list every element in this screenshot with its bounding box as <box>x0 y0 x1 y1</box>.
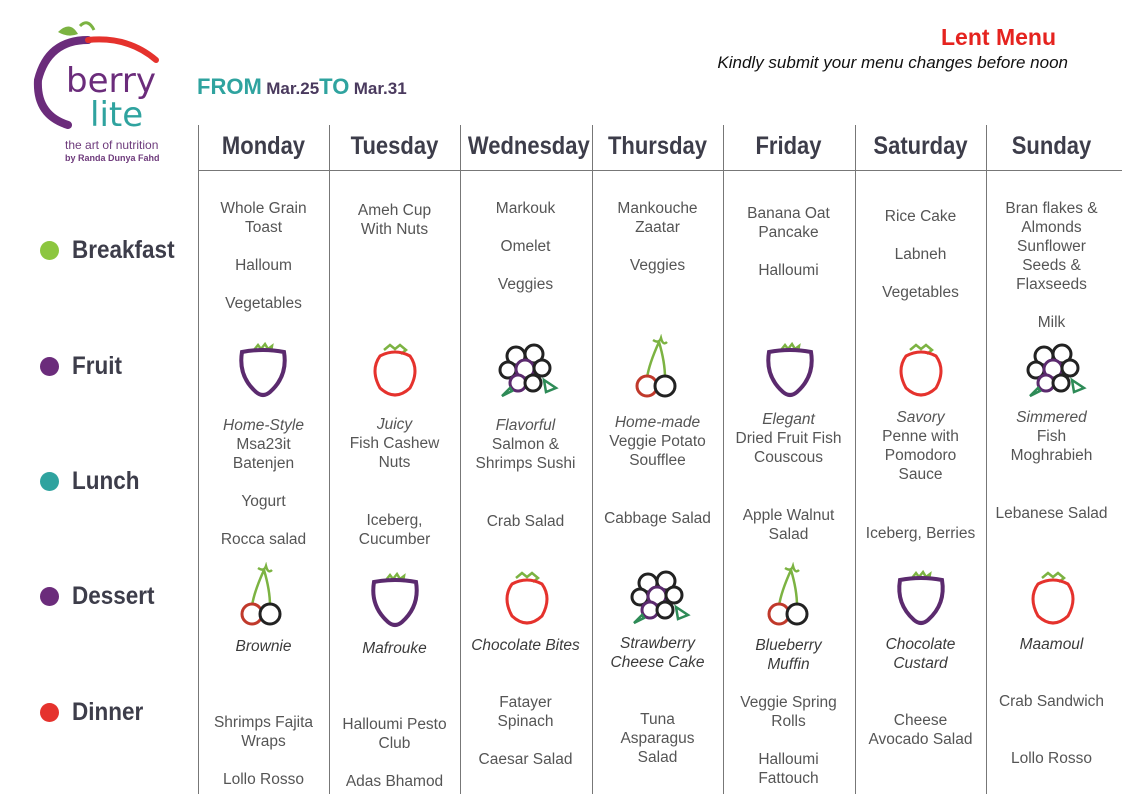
item: Zaatar <box>635 219 680 236</box>
header-divider <box>198 170 1122 171</box>
item: Halloumi <box>758 262 819 279</box>
breakfast-cell <box>198 199 329 313</box>
dish-name: Penne with <box>882 428 959 445</box>
dish-name: Batenjen <box>232 455 295 472</box>
item: Iceberg, <box>366 512 423 529</box>
lunch-side-cell <box>460 512 591 531</box>
dessert-name: Brownie <box>235 638 292 655</box>
item: Cabbage Salad <box>604 510 711 527</box>
fig-icon <box>362 568 428 634</box>
lunch-side-cell <box>592 509 723 528</box>
dinner-cell <box>723 693 854 788</box>
day-header-saturday: Saturday <box>873 132 968 160</box>
lunch-dish-cell <box>460 416 591 473</box>
day-header-sunday: Sunday <box>1011 132 1092 160</box>
meal-label: Fruit <box>72 352 122 380</box>
item: Crab Sandwich <box>998 693 1105 710</box>
day-header-tuesday: Tuesday <box>350 132 439 160</box>
item <box>986 294 1117 313</box>
from-label: FROM <box>197 74 262 99</box>
item <box>198 511 329 530</box>
item: Veggies <box>497 276 554 293</box>
dessert-name: Muffin <box>767 656 810 673</box>
cherry-icon <box>625 334 691 400</box>
lunch-dish-cell <box>592 413 723 470</box>
fruit-dot <box>40 357 59 376</box>
item <box>855 226 986 245</box>
dessert-name: Maamoul <box>1019 636 1084 653</box>
item: Lollo Rosso <box>223 771 304 788</box>
dish-adjective: Juicy <box>376 416 413 433</box>
item: Halloumi Pesto <box>342 716 447 733</box>
dish-name: Fish Cashew <box>349 435 440 452</box>
item <box>986 711 1117 730</box>
to-label: TO <box>319 74 350 99</box>
item <box>198 237 329 256</box>
dessert-cell <box>198 637 329 656</box>
dessert-name: Chocolate <box>885 636 956 653</box>
item: Caesar Salad <box>478 751 573 768</box>
item: Milk <box>1037 314 1066 331</box>
dish-name: Nuts <box>378 454 411 471</box>
item: Almonds <box>1021 219 1082 236</box>
item: Markouk <box>495 200 556 217</box>
fig-icon <box>757 338 823 404</box>
lunch-dish-cell <box>855 408 986 484</box>
dessert-cell <box>855 635 986 673</box>
logo-word-lite: lite <box>90 95 144 135</box>
breakfast-cell <box>592 199 723 275</box>
dessert-dot <box>40 587 59 606</box>
dish-adjective: Savory <box>896 409 945 426</box>
item: Wraps <box>241 733 286 750</box>
page-subtitle: Kindly submit your menu changes before noon <box>717 53 1068 72</box>
grapes-icon <box>1022 336 1088 402</box>
dessert-name: Chocolate Bites <box>471 637 580 654</box>
item: Rolls <box>771 713 806 730</box>
item: Ameh Cup <box>357 202 432 219</box>
dish-name: Dried Fruit Fish <box>735 430 842 447</box>
item: Adas Bhamod <box>345 773 444 790</box>
item: Vegetables <box>225 295 302 312</box>
dish-name: Salmon & <box>491 436 560 453</box>
dish-name: Pomodoro <box>884 447 957 464</box>
lunch-dot <box>40 472 59 491</box>
lunch-side-cell <box>723 506 854 544</box>
meal-label: Breakfast <box>72 236 175 264</box>
grapes-icon <box>494 336 560 402</box>
lunch-dish-cell <box>198 416 329 473</box>
item: Flaxseeds <box>1016 276 1087 293</box>
item: Whole Grain <box>220 200 307 217</box>
dish-adjective: Simmered <box>1016 409 1087 426</box>
logo-tagline: the art of nutrition <box>65 138 159 152</box>
item: Pancake <box>758 224 819 241</box>
item: Seeds & <box>1022 257 1081 274</box>
item: Omelet <box>500 238 551 255</box>
date-range <box>197 74 407 100</box>
day-header-monday: Monday <box>221 132 306 160</box>
meal-dessert <box>40 582 164 611</box>
item: Avocado Salad <box>868 731 973 748</box>
grapes-icon <box>626 563 692 629</box>
dessert-name: Blueberry <box>755 637 822 654</box>
meal-breakfast <box>40 236 186 265</box>
lunch-side-cell <box>329 511 460 549</box>
fig-icon <box>888 566 954 632</box>
cherry-icon <box>757 562 823 628</box>
item: Cucumber <box>358 531 431 548</box>
item: Veggie Spring <box>740 694 837 711</box>
dish-name: Shrimps Sushi <box>475 455 576 472</box>
day-header-wednesday: Wednesday <box>467 132 590 160</box>
lunch-side-cell <box>986 504 1117 523</box>
dinner-cell <box>460 693 591 769</box>
item <box>198 275 329 294</box>
item: Labneh <box>894 246 947 263</box>
dinner-cell <box>592 710 723 767</box>
dessert-cell <box>329 639 460 658</box>
item: Spinach <box>497 713 554 730</box>
item: Iceberg, Berries <box>865 525 976 542</box>
dish-name: Msa23it <box>236 436 291 453</box>
item: Salad <box>637 749 678 766</box>
page-title: Lent Menu <box>941 24 1056 50</box>
dinner-cell <box>855 711 986 749</box>
item: Salad <box>768 526 809 543</box>
item: Cheese <box>893 712 948 729</box>
strawberry-icon <box>888 338 954 404</box>
dessert-name: Cheese Cake <box>610 654 705 671</box>
dessert-name: Mafrouke <box>362 640 427 657</box>
cherry-icon <box>230 562 296 628</box>
item <box>460 731 591 750</box>
item: Shrimps Fajita <box>213 714 314 731</box>
dish-name: Couscous <box>754 449 823 466</box>
from-date: Mar.25 <box>266 79 320 98</box>
item: Apple Walnut <box>742 507 835 524</box>
lunch-dish-cell <box>329 415 460 472</box>
meal-label: Dinner <box>72 698 144 726</box>
lunch-side-cell <box>855 524 986 543</box>
item: Yogurt <box>241 493 286 510</box>
item: Vegetables <box>882 284 959 301</box>
strawberry-icon <box>494 566 560 632</box>
dinner-cell <box>198 713 329 789</box>
item: Sunflower <box>1017 238 1086 255</box>
day-header-thursday: Thursday <box>607 132 708 160</box>
item: Veggies <box>629 257 686 274</box>
dinner-cell <box>329 715 460 791</box>
meal-label: Dessert <box>72 582 155 610</box>
item: Halloum <box>235 257 292 274</box>
dish-adjective: Flavorful <box>495 417 556 434</box>
dish-adjective: Home-Style <box>223 417 304 434</box>
to-date: Mar.31 <box>353 79 407 98</box>
dish-name: Fish <box>1036 428 1067 445</box>
item: Tuna <box>640 711 675 728</box>
dish-adjective: Home-made <box>614 414 701 431</box>
item <box>723 731 854 750</box>
item: Halloumi <box>758 751 819 768</box>
item: Crab Salad <box>486 513 565 530</box>
item <box>855 264 986 283</box>
meal-fruit <box>40 352 128 381</box>
item <box>986 730 1117 749</box>
item: Lebanese Salad <box>995 505 1108 522</box>
logo-byline: by Randa Dunya Fahd <box>65 153 160 163</box>
breakfast-cell <box>855 207 986 302</box>
dessert-cell <box>723 636 854 674</box>
dinner-cell <box>986 692 1117 768</box>
dish-name: Moghrabieh <box>1010 447 1093 464</box>
item <box>592 237 723 256</box>
lunch-side-cell <box>198 492 329 549</box>
dish-adjective: Elegant <box>762 411 815 428</box>
breakfast-cell <box>723 204 854 280</box>
item: Fatayer <box>499 694 552 711</box>
breakfast-cell <box>460 199 591 294</box>
meal-label: Lunch <box>72 467 140 495</box>
dessert-cell <box>592 634 723 672</box>
item: Asparagus <box>620 730 695 747</box>
dinner-dot <box>40 703 59 722</box>
item: Bran flakes & <box>1005 200 1098 217</box>
item: Fattouch <box>758 770 819 787</box>
lunch-dish-cell <box>723 410 854 467</box>
item: Lollo Rosso <box>1011 750 1092 767</box>
day-header-friday: Friday <box>755 132 822 160</box>
lunch-dish-cell <box>986 408 1117 465</box>
item: Club <box>378 735 411 752</box>
dish-name: Sauce <box>898 466 943 483</box>
item: Toast <box>244 219 283 236</box>
fig-icon <box>230 338 296 404</box>
item <box>198 751 329 770</box>
meal-lunch <box>40 467 147 496</box>
strawberry-icon <box>362 338 428 404</box>
item <box>460 256 591 275</box>
breakfast-cell <box>329 201 460 239</box>
dessert-cell <box>460 636 591 655</box>
item: With Nuts <box>360 221 429 238</box>
dish-name: Veggie Potato <box>609 433 706 450</box>
item <box>723 242 854 261</box>
logo-word-berry: berry <box>66 61 156 101</box>
dessert-cell <box>986 635 1117 654</box>
item: Mankouche <box>617 200 698 217</box>
item: Rocca salad <box>220 531 307 548</box>
meal-dinner <box>40 698 151 727</box>
item: Banana Oat <box>747 205 830 222</box>
item: Rice Cake <box>884 208 957 225</box>
strawberry-icon <box>1020 566 1086 632</box>
dessert-name: Strawberry <box>620 635 695 652</box>
item <box>460 218 591 237</box>
dish-name: Soufflee <box>629 452 686 469</box>
breakfast-dot <box>40 241 59 260</box>
dessert-name: Custard <box>893 655 948 672</box>
breakfast-cell <box>986 199 1117 332</box>
item <box>329 753 460 772</box>
